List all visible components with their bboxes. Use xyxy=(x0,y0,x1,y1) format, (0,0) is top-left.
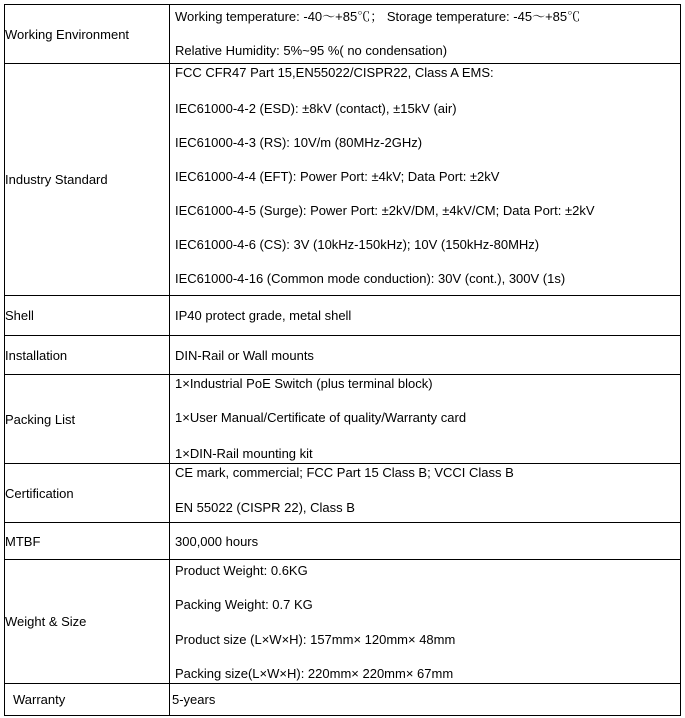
spec-value-line: Relative Humidity: 5%~95 %( no condensation) xyxy=(175,43,448,58)
spec-value-line: IEC61000-4-6 (CS): 3V (10kHz-150kHz); 10V (150kHz-80MHz) xyxy=(175,237,540,252)
spec-row-installation xyxy=(5,336,681,375)
spec-label: Packing List xyxy=(5,375,170,464)
spec-label: Warranty xyxy=(5,684,170,716)
spec-value xyxy=(170,684,681,716)
spec-row-working-environment xyxy=(5,5,681,64)
spec-label: Working Environment xyxy=(5,5,170,64)
spec-row-mtbf xyxy=(5,523,681,560)
spec-row-packing-list xyxy=(5,375,681,464)
spec-value xyxy=(170,523,681,560)
spec-value-line: IP40 protect grade, metal shell xyxy=(175,308,352,323)
spec-label: MTBF xyxy=(5,523,170,560)
spec-value-line: 5-years xyxy=(172,692,216,707)
spec-label: Shell xyxy=(5,296,170,336)
spec-value-line: Product Weight: 0.6KG xyxy=(175,563,308,578)
spec-value-line: IEC61000-4-2 (ESD): ±8kV (contact), ±15kV (air) xyxy=(175,101,457,116)
spec-value-line: 1×User Manual/Certificate of quality/Warranty card xyxy=(175,410,467,425)
spec-value-line: Packing Weight: 0.7 KG xyxy=(175,597,313,612)
spec-value-line: IEC61000-4-5 (Surge): Power Port: ±2kV/DM, ±4kV/CM; Data Port: ±2kV xyxy=(175,203,595,218)
spec-label: Industry Standard xyxy=(5,64,170,296)
spec-label: Certification xyxy=(5,464,170,523)
spec-value-line: 300,000 hours xyxy=(175,533,259,549)
spec-value-line: IEC61000-4-3 (RS): 10V/m (80MHz-2GHz) xyxy=(175,135,423,150)
spec-value-line: 1×DIN-Rail mounting kit xyxy=(175,446,313,461)
spec-label: Installation xyxy=(5,336,170,375)
spec-value xyxy=(170,336,681,375)
spec-row-industry-standard xyxy=(5,64,681,296)
spec-value-line: FCC CFR47 Part 15,EN55022/CISPR22, Class A EMS: xyxy=(175,65,494,80)
spec-value-line: IEC61000-4-4 (EFT): Power Port: ±4kV; Data Port: ±2kV xyxy=(175,169,500,184)
spec-value-line: DIN-Rail or Wall mounts xyxy=(175,347,314,363)
spec-row-shell xyxy=(5,296,681,336)
spec-value xyxy=(170,560,681,684)
spec-value-line: Packing size(L×W×H): 220mm× 220mm× 67mm xyxy=(175,666,454,681)
spec-row-warranty xyxy=(5,684,681,716)
spec-value-line: Working temperature: -40～+85℃； Storage temperature: -45～+85℃ xyxy=(175,9,581,24)
spec-label: Weight & Size xyxy=(5,560,170,684)
spec-value-line: CE mark, commercial; FCC Part 15 Class B; VCCI Class B xyxy=(175,465,514,480)
spec-value xyxy=(170,5,681,64)
spec-value-line: IEC61000-4-16 (Common mode conduction): 30V (cont.), 300V (1s) xyxy=(175,271,566,286)
spec-row-certification xyxy=(5,464,681,523)
spec-value-line: EN 55022 (CISPR 22), Class B xyxy=(175,500,355,515)
spec-value xyxy=(170,375,681,464)
spec-table xyxy=(4,4,681,716)
spec-value xyxy=(170,64,681,296)
spec-value xyxy=(170,296,681,336)
spec-value-line: Product size (L×W×H): 157mm× 120mm× 48mm xyxy=(175,632,456,647)
spec-value-line: 1×Industrial PoE Switch (plus terminal block) xyxy=(175,376,433,391)
spec-row-weight-size xyxy=(5,560,681,684)
spec-value xyxy=(170,464,681,523)
